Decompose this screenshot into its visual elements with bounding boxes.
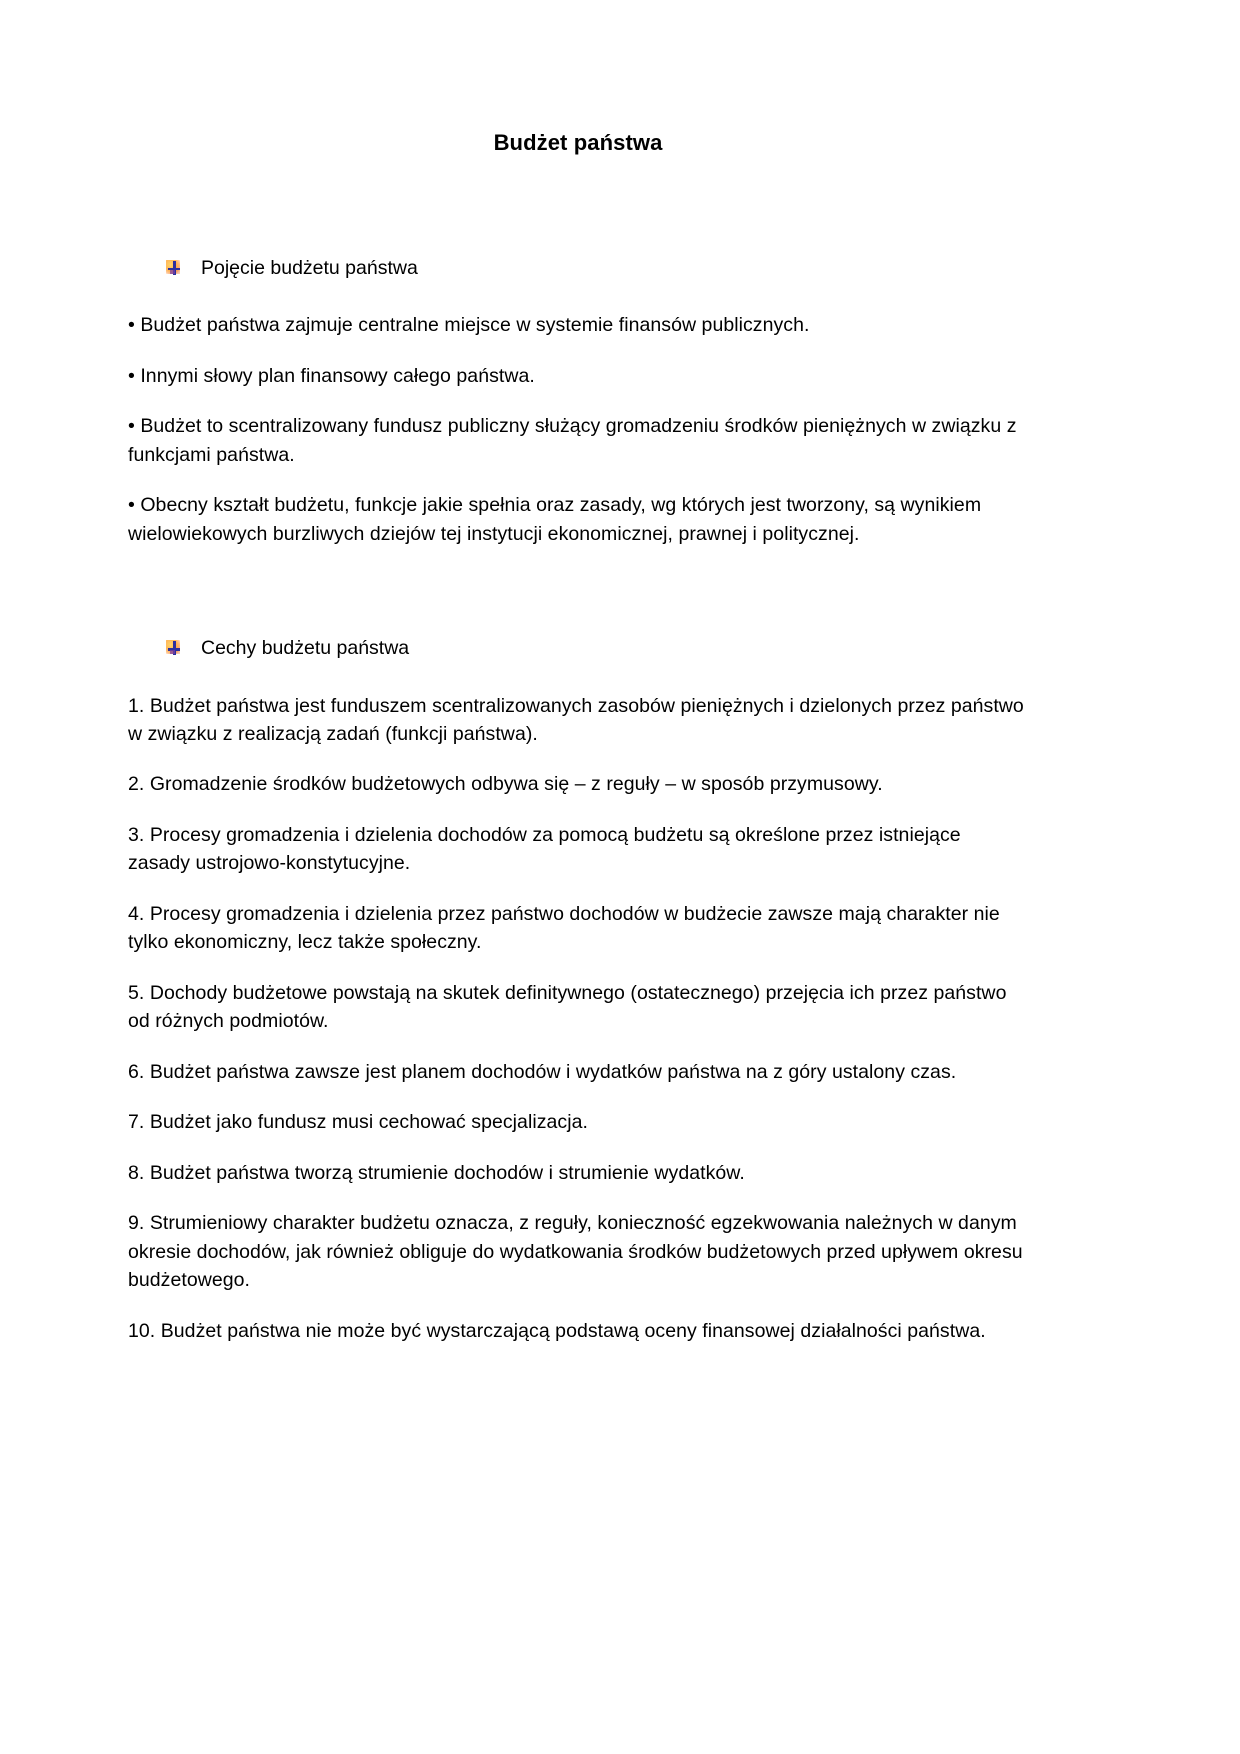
paragraph: • Innymi słowy plan finansowy całego państwa. xyxy=(128,364,535,387)
paragraph: • Budżet to scentralizowany fundusz publiczny służący gromadzeniu środków pieniężnych w związku z funkcjami państwa. xyxy=(128,415,1017,466)
spacer xyxy=(128,748,1028,770)
list-item: 2. Gromadzenie środków budżetowych odbywa się – z reguły – w sposób przymusowy. xyxy=(128,773,883,796)
spacer xyxy=(128,799,1028,821)
list-item: 6. Budżet państwa zawsze jest planem dochodów i wydatków państwa na z góry ustalony czas. xyxy=(128,1060,957,1083)
list-item: 9. Strumieniowy charakter budżetu oznacza, z reguły, konieczność egzekwowania należnych w danym okresie dochodów, jak również obliguje do wydatkowania środków budżetowych przed upływem okresu budżetowego. xyxy=(128,1212,1023,1292)
paragraph: • Obecny kształt budżetu, funkcje jakie spełnia oraz zasady, wg których jest tworzony, są wynikiem wielowiekowych burzliwych dziejów tej instytucji ekonomicznej, prawnej i politycznej. xyxy=(128,494,982,545)
page-title: Budżet państwa xyxy=(493,130,663,155)
list-item: 7. Budżet jako fundusz musi cechować specjalizacja. xyxy=(128,1111,588,1134)
spacer xyxy=(128,878,1028,900)
list-item: 8. Budżet państwa tworzą strumienie dochodów i strumienie wydatków. xyxy=(128,1161,745,1184)
spacer xyxy=(128,1137,1028,1159)
spacer xyxy=(128,662,1028,692)
spacer xyxy=(128,281,1028,311)
spacer xyxy=(128,957,1028,979)
spacer xyxy=(128,548,1028,636)
spacer xyxy=(128,390,1028,412)
spacer xyxy=(128,1295,1028,1317)
spacer xyxy=(128,340,1028,362)
paragraph: • Budżet państwa zajmuje centralne miejsce w systemie finansów publicznych. xyxy=(128,314,810,337)
wingding-cross-icon xyxy=(166,640,182,656)
section-heading-label: Pojęcie budżetu państwa xyxy=(201,257,418,279)
spacer xyxy=(128,1086,1028,1108)
section-heading-1 xyxy=(128,256,1028,281)
list-item: 10. Budżet państwa nie może być wystarczającą podstawą oceny finansowej działalności państwa. xyxy=(128,1319,986,1342)
section-heading-2 xyxy=(128,636,1028,661)
list-item: 5. Dochody budżetowe powstają na skutek definitywnego (ostatecznego) przejęcia ich przez państwo od różnych podmiotów. xyxy=(128,981,1007,1033)
wingding-cross-icon xyxy=(166,260,182,276)
spacer xyxy=(128,1187,1028,1209)
spacer xyxy=(128,1036,1028,1058)
document-body xyxy=(128,0,1028,1345)
list-item: 3. Procesy gromadzenia i dzielenia dochodów za pomocą budżetu są określone przez istniejące zasady ustrojowo-konstytucyjne. xyxy=(128,823,961,875)
list-item: 4. Procesy gromadzenia i dzielenia przez państwo dochodów w budżecie zawsze mają charakter nie tylko ekonomiczny, lecz także społeczny. xyxy=(128,902,1000,954)
list-item: 1. Budżet państwa jest funduszem scentralizowanych zasobów pieniężnych i dzielonych przez państwo w związku z realizacją zadań (funkcji państwa). xyxy=(128,694,1024,745)
spacer xyxy=(128,156,1028,256)
section-heading-label: Cechy budżetu państwa xyxy=(201,637,410,660)
spacer xyxy=(128,469,1028,491)
